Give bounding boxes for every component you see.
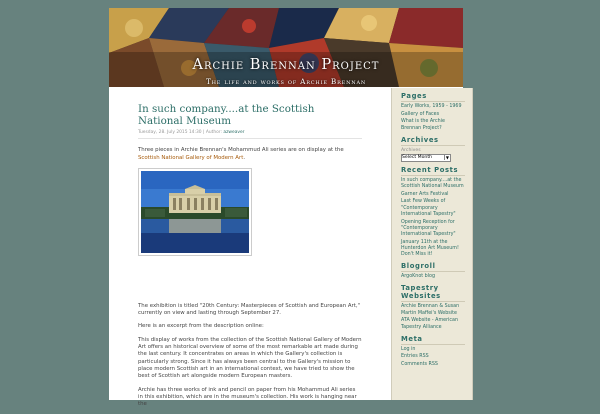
recent-post-link[interactable]: In such company....at the Scottish National Museum — [401, 177, 464, 190]
chevron-down-icon: ▼ — [445, 155, 449, 161]
post-paragraph-5: Archie has three works of ink and pencil on paper from his Mohammud Ali series in this exhibition, which are in the museum's collection. His work is hanging near the — [138, 386, 357, 408]
meta-link-comments-rss[interactable]: Comments RSS — [401, 362, 438, 368]
post-date: Tuesday, 28. July 2015 14:30 | Author: — [138, 130, 222, 135]
recent-post-link[interactable]: Garner Arts Festival — [401, 191, 449, 197]
recent-post-link[interactable]: January 11th at the Hunterdon Art Museum! Don't Miss it! — [401, 239, 459, 258]
blog-title[interactable]: Archie Brennan Project — [192, 57, 380, 73]
meta-heading: Meta — [401, 335, 465, 345]
blogroll-list — [401, 274, 472, 280]
sidebar-meta — [392, 335, 472, 369]
post-content — [138, 103, 362, 414]
post-title[interactable]: In such company....at the Scottish National Museum — [138, 103, 315, 127]
sidebar-recent-posts — [392, 166, 472, 258]
page-link-early-works[interactable]: Early Works, 1959 - 1969 — [401, 104, 462, 109]
post-paragraph-3: Here is an excerpt from the description online: — [138, 323, 264, 330]
blog-description: The life and works of Archie Brennan — [205, 77, 367, 86]
archives-label: Archives — [401, 147, 421, 153]
tapestry-website-link[interactable]: ATA Website - American Tapestry Alliance — [401, 318, 459, 330]
recent-post-link[interactable]: Opening Reception for "Contemporary International Tapestry" — [401, 219, 456, 237]
post-photo[interactable] — [138, 168, 252, 256]
page-link-gallery-of-faces[interactable]: Gallery of Faces — [401, 111, 440, 117]
meta-link-login[interactable]: Log in — [401, 346, 416, 352]
post-meta — [138, 129, 362, 139]
post-paragraph-4: This display of works from the collection of the Scottish National Gallery of Modern Art offers an historical overview of some of the most remarkable art made during the last century. It concentrates on areas in which the Gallery's collection is particularly strong. Since it has always been central to the Gallery's mission to place modern Scottish art in an international context, we have tried to show the best of Scottish art alongside modern European masters. — [138, 336, 362, 380]
archive-select-value: Select Month — [402, 155, 433, 161]
archives-heading: Archives — [401, 136, 465, 146]
sidebar-blogroll — [392, 262, 472, 280]
post-intro-end: . — [243, 154, 246, 161]
post-intro — [138, 147, 362, 162]
meta-list — [401, 347, 472, 369]
post-intro-text: Three pieces in Archie Brennan's Mohammud Ali series are on display at the — [138, 147, 344, 154]
sidebar-pages — [392, 92, 472, 132]
pages-heading: Pages — [401, 92, 465, 102]
pages-list — [401, 104, 472, 132]
tapestry-website-link[interactable]: Archie Brennan & Susan Martin Maffei's Website — [401, 304, 460, 316]
blogroll-heading: Blogroll — [401, 262, 465, 272]
tapestry-websites-heading: Tapestry Websites — [401, 284, 465, 302]
page-link-what-is[interactable]: What is the Archie Brennan Project? — [401, 119, 445, 131]
sidebar-archives — [392, 136, 472, 162]
museum-photo-image — [141, 171, 249, 253]
meta-link-entries-rss[interactable]: Entries RSS — [401, 354, 429, 360]
content-spacer — [138, 256, 362, 303]
recent-posts-list — [401, 178, 472, 258]
tapestry-websites-list — [401, 304, 472, 330]
gallery-link[interactable]: Scottish National Gallery of Modern Art — [138, 154, 244, 161]
blogroll-link[interactable]: ArgoKnot blog — [401, 274, 436, 280]
archive-month-select[interactable] — [401, 154, 451, 162]
header-tapestry-image — [109, 8, 463, 87]
sidebar — [391, 88, 473, 400]
recent-posts-heading: Recent Posts — [401, 166, 465, 176]
post-author-link[interactable]: azweaver — [223, 130, 245, 135]
recent-post-link[interactable]: Last Few Weeks of "Contemporary International Tapestry" — [401, 199, 456, 217]
post-paragraph-2: The exhibition is titled "20th Century: Masterpieces of Scottish and European Art," currently on view and lasting through September 27. — [138, 302, 361, 317]
blog-header — [109, 8, 463, 87]
sidebar-tapestry-websites — [392, 284, 472, 330]
